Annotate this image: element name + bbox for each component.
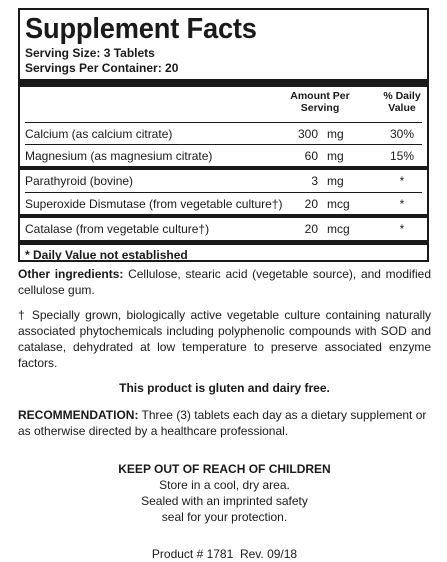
recommendation bbox=[18, 407, 431, 439]
nutrient-unit: mg bbox=[327, 174, 344, 188]
other-ingredients-label: Other ingredients: bbox=[18, 267, 124, 281]
storage-warning bbox=[18, 461, 431, 525]
nutrient-amount: 300 bbox=[297, 127, 318, 141]
nutrient-daily-value: 30% bbox=[389, 127, 415, 141]
nutrient-row-catalase bbox=[25, 218, 422, 240]
nutrient-amount: 3 bbox=[311, 174, 318, 188]
nutrient-row-parathyroid bbox=[25, 170, 422, 192]
nutrient-amount: 60 bbox=[304, 149, 318, 163]
nutrient-name: Superoxide Dismutase (from vegetable culture†) bbox=[25, 197, 283, 211]
nutrient-row-superoxide-dismutase bbox=[25, 192, 422, 214]
warning-line: seal for your protection. bbox=[161, 510, 288, 524]
nutrient-unit: mcg bbox=[327, 222, 350, 236]
nutrient-daily-value: * bbox=[399, 174, 405, 188]
other-ingredients-text: Cellulose, stearic acid (vegetable source), and modified cellulose gum. bbox=[18, 267, 432, 297]
nutrient-unit: mcg bbox=[327, 197, 350, 211]
recommendation-text: Three (3) tablets each day as a dietary supplement or as otherwise directed by a healthcare professional. bbox=[18, 408, 427, 438]
column-headers bbox=[25, 87, 422, 122]
thick-divider bbox=[20, 79, 427, 87]
warning-line: Store in a cool, dry area. bbox=[159, 478, 290, 492]
nutrient-daily-value: * bbox=[399, 197, 405, 211]
nutrient-unit: mg bbox=[327, 149, 344, 163]
nutrient-name: Calcium (as calcium citrate) bbox=[25, 127, 173, 141]
label-details bbox=[18, 266, 431, 562]
nutrient-row-calcium bbox=[25, 122, 422, 144]
nutrient-amount: 20 bbox=[304, 197, 318, 211]
culture-note: † Specially grown, biologically active vegetable culture containing naturally associated phytochemicals including polyphenolic compounds with SOD and catalase, dehydrated at low temperature to preserve associated enzyme factors. bbox=[18, 308, 431, 370]
amount-per-serving-header: Amount Per Serving bbox=[290, 90, 350, 114]
facts-title: Supplement Facts bbox=[25, 13, 257, 45]
recommendation-label: RECOMMENDATION: bbox=[18, 408, 139, 422]
serving-size: Serving Size: 3 Tablets bbox=[25, 46, 155, 60]
nutrient-name: Catalase (from vegetable culture†) bbox=[25, 222, 210, 236]
warning-heading: KEEP OUT OF REACH OF CHILDREN bbox=[118, 462, 331, 476]
daily-value-header: % Daily Value bbox=[383, 90, 421, 114]
other-ingredients bbox=[18, 266, 431, 298]
gluten-statement: This product is gluten and dairy free. bbox=[119, 381, 330, 395]
nutrient-name: Magnesium (as magnesium citrate) bbox=[25, 149, 213, 163]
nutrient-daily-value: 15% bbox=[389, 149, 415, 163]
section-divider bbox=[20, 240, 427, 245]
daily-value-footnote: * Daily Value not established bbox=[25, 248, 188, 262]
servings-per-container: Servings Per Container: 20 bbox=[25, 61, 179, 75]
nutrient-name: Parathyroid (bovine) bbox=[25, 174, 134, 188]
nutrient-amount: 20 bbox=[304, 222, 318, 236]
supplement-facts-panel bbox=[18, 8, 429, 262]
warning-line: Sealed with an imprinted safety bbox=[141, 494, 308, 508]
nutrient-daily-value: * bbox=[399, 222, 405, 236]
nutrient-row-magnesium bbox=[25, 144, 422, 166]
product-code: Product # 1781 Rev. 09/18 bbox=[151, 547, 298, 561]
nutrient-unit: mg bbox=[327, 127, 344, 141]
